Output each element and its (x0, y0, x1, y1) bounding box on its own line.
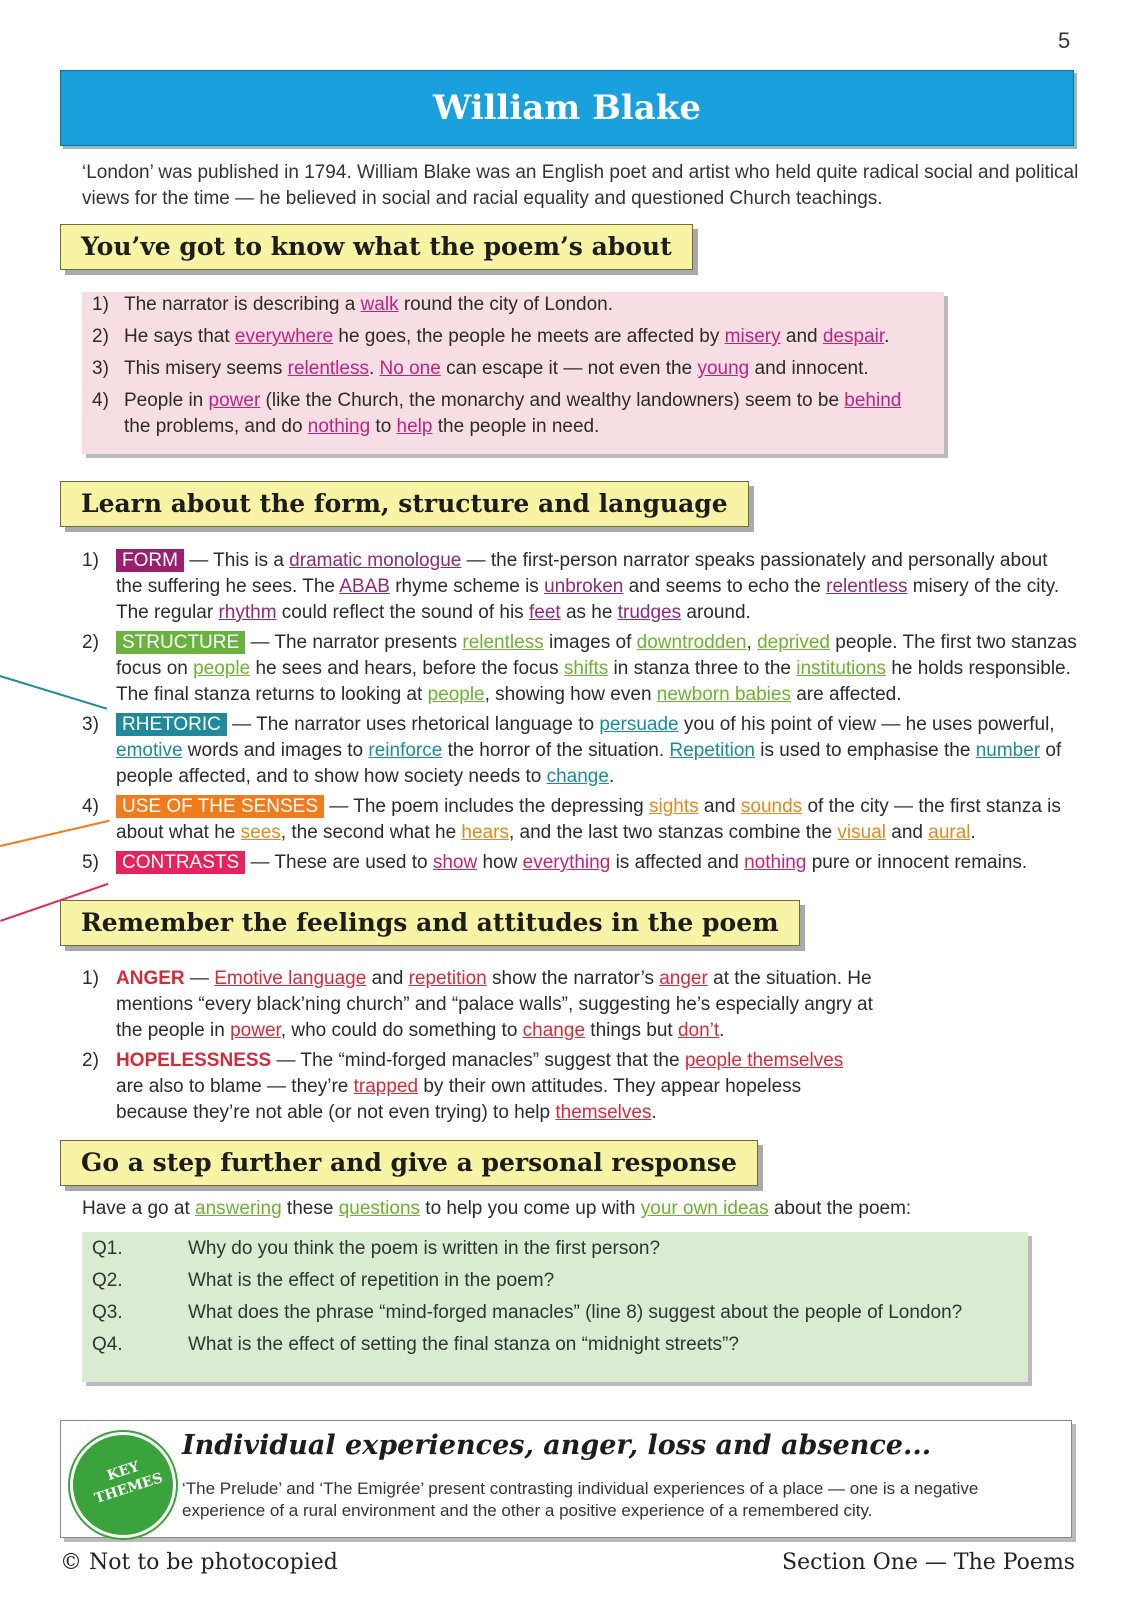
keyword: answering (195, 1198, 282, 1219)
keyword: don’t (677, 1020, 720, 1041)
page-title: William Blake (433, 88, 701, 128)
keyword: people themselves (684, 1050, 844, 1071)
keyword: help (396, 416, 433, 437)
text: words and images to (182, 740, 369, 761)
text: you of his point of view — he uses powerful, (678, 714, 1055, 735)
keyword: downtrodden (636, 632, 747, 653)
keyword: trudges (617, 602, 682, 623)
keyword: trapped (353, 1076, 419, 1097)
keyword: visual (837, 822, 886, 843)
about-item-2 (92, 324, 964, 350)
text: — This is a (183, 550, 290, 571)
about-item-4 (92, 388, 932, 440)
key-themes-badge-label: KEY THEMES (92, 1458, 165, 1508)
feelings-item-1 (82, 966, 886, 1044)
text: and seems to echo the (623, 576, 827, 597)
keyword: relentless (826, 576, 908, 597)
keyword: behind (844, 390, 902, 411)
keyword: Emotive language (214, 968, 367, 989)
text: He says that (124, 326, 235, 347)
text: pure or innocent remains. (806, 852, 1028, 873)
list-number: 2) (82, 632, 99, 653)
keyword: anger (659, 968, 708, 989)
questions-box (82, 1232, 1028, 1382)
keyword: relentless (287, 358, 369, 379)
question-text: What does the phrase “mind-forged manacles” (line 8) suggest about the people of London? (188, 1302, 963, 1323)
keyword: ABAB (339, 576, 390, 597)
form-item-5 (82, 850, 1096, 876)
keyword: rhythm (218, 602, 277, 623)
text: The narrator is describing a (124, 294, 361, 315)
keyword: despair (822, 326, 885, 347)
keyword: dramatic monologue (289, 550, 462, 571)
list-number: 2) (92, 326, 109, 347)
text: (like the Church, the monarchy and wealthy landowners) seem to be (260, 390, 845, 411)
text: the problems, and do (124, 416, 308, 437)
about-box (82, 292, 944, 454)
about-item-1 (92, 292, 964, 318)
text: the horror of the situation. (442, 740, 670, 761)
tag-structure: STRUCTURE (116, 631, 245, 654)
list-number: 4) (82, 796, 99, 817)
intro-paragraph: ‘London’ was published in 1794. William Blake was an English poet and artist who held quite radical social and political views for the time — he believed in social and racial equality and questioned Church teachings. (82, 162, 1079, 209)
list-number: 5) (82, 852, 99, 873)
section-heading-response: Go a step further and give a personal response (60, 1140, 758, 1186)
text: things but (585, 1020, 678, 1041)
question-text: What is the effect of setting the final stanza on “midnight streets”? (188, 1334, 739, 1355)
text: and (698, 796, 741, 817)
form-item-2 (82, 630, 1086, 708)
text: could reflect the sound of his (276, 602, 529, 623)
text: he sees and hears, before the focus (250, 658, 564, 679)
question-text: What is the effect of repetition in the poem? (188, 1270, 555, 1291)
text: misery of the city. The regular (116, 576, 1060, 623)
list-number: 3) (92, 358, 109, 379)
text: — The poem includes the depressing (324, 796, 649, 817)
list-number: 1) (92, 294, 109, 315)
text: by their own attitudes. They appear hopeless because they’re not able (or not even trying) to help (116, 1076, 802, 1123)
text: — The narrator uses rhetorical language to (226, 714, 600, 735)
about-item-3 (92, 356, 964, 382)
tag-rhetoric: RHETORIC (116, 713, 227, 736)
text: . (368, 358, 380, 379)
text: — The narrator presents (245, 632, 463, 653)
keyword: sights (648, 796, 699, 817)
text: . (884, 326, 890, 347)
text: about the poem: (768, 1198, 912, 1219)
text: can escape it — not even the (440, 358, 698, 379)
keyword: institutions (796, 658, 887, 679)
keyword: change (522, 1020, 586, 1041)
list-number: 1) (82, 550, 99, 571)
question-number: Q2. (92, 1270, 123, 1291)
form-item-4 (82, 794, 1076, 846)
keyword: change (546, 766, 609, 787)
text: . (608, 766, 615, 787)
text: at the situation. He mentions “every black’ning church” and “palace walls”, suggesting he’s especially angry at the people in (116, 968, 873, 1041)
text: are affected. (790, 684, 902, 705)
text: to (370, 416, 397, 437)
text: he goes, the people he meets are affected by (333, 326, 725, 347)
text: , (746, 632, 758, 653)
text: Have a go at (82, 1198, 196, 1219)
keyword: repetition (408, 968, 487, 989)
keyword: sounds (740, 796, 803, 817)
keyword: nothing (307, 416, 371, 437)
keyword: misery (724, 326, 781, 347)
text: . (651, 1102, 657, 1123)
text: — the first-person narrator speaks passionately and personally about the suffering he sees. The (116, 550, 1048, 597)
footer-copyright: © Not to be photocopied (60, 1550, 338, 1575)
question-number: Q3. (92, 1302, 123, 1323)
keyword: relentless (462, 632, 544, 653)
keyword: power (208, 390, 261, 411)
keyword: Repetition (669, 740, 755, 761)
keyword: people (427, 684, 485, 705)
text: , and the last two stanzas combine the (508, 822, 838, 843)
tag-contrasts: CONTRASTS (116, 851, 245, 874)
text: people. The first two stanzas focus on (116, 632, 1077, 679)
keyword: feet (528, 602, 561, 623)
title-bar (60, 70, 1074, 146)
keyword: themselves (555, 1102, 652, 1123)
text: and (780, 326, 823, 347)
list-number: 1) (82, 968, 99, 989)
text: and (366, 968, 409, 989)
list-number: 3) (82, 714, 99, 735)
text: This misery seems (124, 358, 288, 379)
feeling-label-hopelessness: HOPELESSNESS (116, 1050, 272, 1071)
text: rhyme scheme is (389, 576, 545, 597)
keyword: everywhere (234, 326, 334, 347)
question-number: Q1. (92, 1238, 123, 1259)
text: . (970, 822, 976, 843)
tag-form: FORM (116, 549, 184, 572)
page-number: 5 (1058, 28, 1071, 53)
list-number: 4) (92, 390, 109, 411)
text: , showing how even (484, 684, 657, 705)
feelings-item-2 (82, 1048, 856, 1126)
keyword: people (193, 658, 251, 679)
keyword: show (432, 852, 478, 873)
text: round the city of London. (398, 294, 614, 315)
section-heading-feelings: Remember the feelings and attitudes in the poem (60, 900, 800, 946)
text: as he (560, 602, 618, 623)
text: is used to emphasise the (754, 740, 976, 761)
key-themes-body: ‘The Prelude’ and ‘The Emigrée’ present contrasting individual experiences of a place — one is a negative experience of a rural environment and the other a positive experience of a remembered city. (182, 1479, 979, 1520)
question-text: Why do you think the poem is written in the first person? (188, 1238, 661, 1259)
keyword: walk (360, 294, 399, 315)
keyword: sees (240, 822, 281, 843)
text: — The “mind-forged manacles” suggest that the (271, 1050, 685, 1071)
text: show the narrator’s (486, 968, 660, 989)
text: , who could do something to (280, 1020, 523, 1041)
question-number: Q4. (92, 1334, 123, 1355)
text: . (719, 1020, 725, 1041)
keyword: young (697, 358, 750, 379)
keyword: power (230, 1020, 281, 1041)
keyword: unbroken (544, 576, 624, 597)
text: to help you come up with (420, 1198, 641, 1219)
keyword: your own ideas (640, 1198, 769, 1219)
keyword: number (975, 740, 1041, 761)
text: and innocent. (749, 358, 869, 379)
keyword: aural (928, 822, 971, 843)
text: he holds responsible. The final stanza returns to looking at (116, 658, 1071, 705)
section-heading-form: Learn about the form, structure and language (60, 481, 749, 527)
keyword: persuade (599, 714, 679, 735)
form-item-1 (82, 548, 1076, 626)
tag-senses: USE OF THE SENSES (116, 795, 324, 818)
text: images of (543, 632, 637, 653)
text: are also to blame — they’re (116, 1076, 354, 1097)
keyword: hears (461, 822, 509, 843)
text: the people in need. (432, 416, 600, 437)
footer-section: Section One — The Poems (782, 1550, 1076, 1575)
text: in stanza three to the (608, 658, 797, 679)
text: — (184, 968, 215, 989)
form-item-3 (82, 712, 1076, 790)
text: of people affected, and to show how society needs to (116, 740, 1062, 787)
text: around. (681, 602, 751, 623)
keyword: everything (522, 852, 611, 873)
text: — These are used to (245, 852, 433, 873)
keyword: shifts (563, 658, 609, 679)
list-number: 2) (82, 1050, 99, 1071)
text: these (281, 1198, 339, 1219)
response-intro (82, 1196, 1042, 1222)
keyword: emotive (116, 740, 183, 761)
section-heading-about: You’ve got to know what the poem’s about (60, 224, 693, 270)
keyword: reinforce (368, 740, 443, 761)
text: of the city — the first stanza is about what he (116, 796, 1061, 843)
text: and (886, 822, 929, 843)
key-themes-title: Individual experiences, anger, loss and absence... (182, 1430, 932, 1461)
text: People in (124, 390, 209, 411)
text: , the second what he (280, 822, 462, 843)
keyword: questions (338, 1198, 421, 1219)
feeling-label-anger: ANGER (116, 968, 185, 989)
text: is affected and (610, 852, 745, 873)
keyword: deprived (757, 632, 830, 653)
text: how (477, 852, 523, 873)
keyword: nothing (744, 852, 807, 873)
keyword: No one (379, 358, 441, 379)
keyword: newborn babies (656, 684, 791, 705)
